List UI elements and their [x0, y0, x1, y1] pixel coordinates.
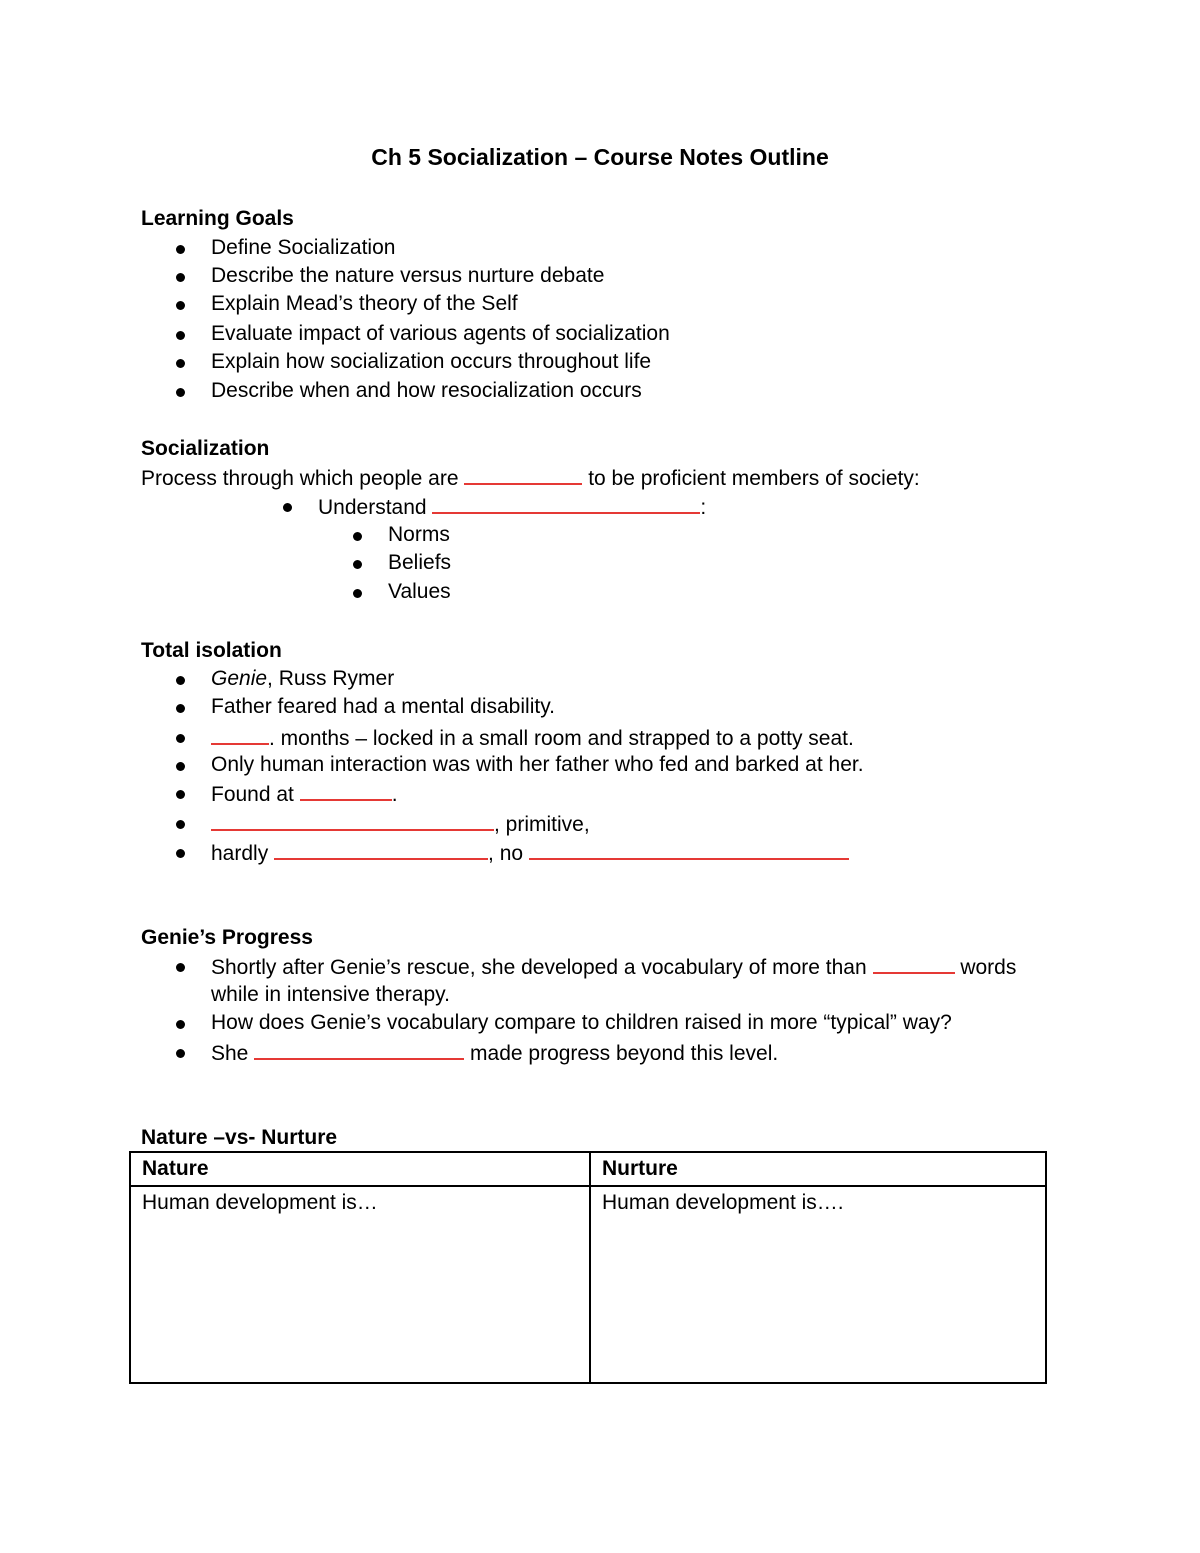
fill-blank[interactable] — [300, 781, 392, 801]
nature-cell[interactable]: Human development is… — [130, 1186, 590, 1383]
understand-text-before: Understand — [318, 496, 433, 519]
goal-item: Evaluate impact of various agents of socialization — [211, 322, 670, 345]
fill-blank[interactable] — [254, 1040, 464, 1060]
socialization-heading: Socialization — [141, 437, 270, 460]
progress-item: How does Genie’s vocabulary compare to children raised in more “typical” way? — [211, 1011, 952, 1034]
isolation-item-text: . months – locked in a small room and strapped to a potty seat. — [269, 727, 854, 750]
fill-blank[interactable] — [529, 840, 849, 860]
isolation-item: Father feared had a mental disability. — [211, 695, 555, 718]
isolation-item-text: , primitive, — [494, 813, 590, 836]
isolation-item — [211, 725, 854, 751]
progress-item — [211, 1040, 778, 1066]
process-line — [141, 465, 920, 491]
book-title: Genie — [211, 667, 268, 690]
progress-item-text: She — [211, 1042, 255, 1065]
progress-item-continued: while in intensive therapy. — [211, 983, 450, 1006]
progress-item-text: Shortly after Genie’s rescue, she developed a vocabulary of more than — [211, 956, 873, 979]
understand-text-after: : — [700, 496, 707, 519]
learning-goals-heading: Learning Goals — [141, 207, 294, 230]
goal-item: Describe the nature versus nurture debate — [211, 264, 605, 287]
table-header-row — [130, 1152, 1046, 1186]
nature-nurture-heading: Nature –vs- Nurture — [141, 1126, 338, 1149]
isolation-item-text: . — [391, 783, 398, 806]
sub-item: Values — [388, 580, 451, 603]
isolation-item-text: Found at — [211, 783, 300, 806]
understand-item — [318, 494, 706, 520]
goal-item: Define Socialization — [211, 236, 396, 259]
isolation-heading: Total isolation — [141, 639, 282, 662]
fill-blank[interactable] — [432, 494, 700, 514]
isolation-item-text: , no — [488, 842, 529, 865]
progress-item-text: made progress beyond this level. — [464, 1042, 779, 1065]
fill-blank[interactable] — [211, 811, 494, 831]
nurture-header: Nurture — [590, 1152, 1046, 1186]
nurture-cell[interactable]: Human development is…. — [590, 1186, 1046, 1383]
table-row — [130, 1186, 1046, 1383]
page-title: Ch 5 Socialization – Course Notes Outline — [371, 144, 829, 170]
fill-blank[interactable] — [873, 954, 955, 974]
sub-item: Beliefs — [388, 551, 452, 574]
fill-blank[interactable] — [464, 465, 582, 485]
fill-blank[interactable] — [274, 840, 488, 860]
process-text-after: to be proficient members of society: — [582, 467, 920, 490]
isolation-item-text: hardly — [211, 842, 275, 865]
nature-header: Nature — [130, 1152, 590, 1186]
progress-item-text: words — [954, 956, 1017, 979]
isolation-item — [211, 667, 394, 691]
progress-heading: Genie’s Progress — [141, 926, 313, 949]
fill-blank[interactable] — [211, 725, 269, 745]
isolation-item — [211, 811, 590, 837]
goal-item: Explain Mead’s theory of the Self — [211, 292, 518, 315]
nature-nurture-table — [129, 1151, 1047, 1384]
process-text-before: Process through which people are — [141, 467, 465, 490]
progress-item — [211, 954, 1016, 980]
sub-item: Norms — [388, 523, 450, 546]
isolation-item: Only human interaction was with her father who fed and barked at her. — [211, 753, 864, 776]
goal-item: Explain how socialization occurs throughout life — [211, 350, 652, 373]
author-text: , Russ Rymer — [267, 667, 395, 690]
isolation-item — [211, 781, 398, 807]
goal-item: Describe when and how resocialization occurs — [211, 379, 642, 402]
isolation-item — [211, 840, 849, 866]
